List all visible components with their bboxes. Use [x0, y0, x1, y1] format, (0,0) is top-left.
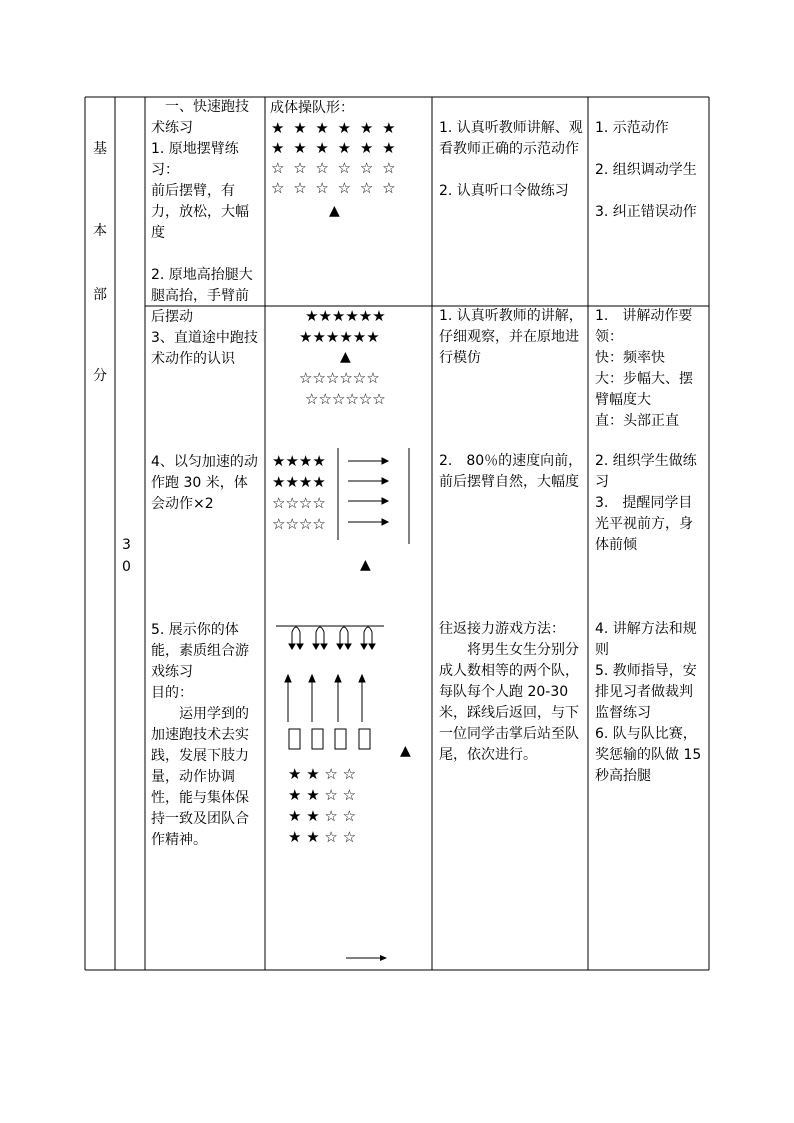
content-accelerate-30m: 4、以匀加速的动作跑 30 米，体会动作×2	[151, 454, 258, 512]
teacher-triangle-icon: ▲	[329, 203, 340, 219]
section-char: 分	[93, 368, 107, 384]
student-activity-4: 往返接力游戏方法： 将男生女生分别分成人数相等的两个队，每队每个人跑 20-30 米，踩线后返回，与下一位同学击掌后站至队尾，依次进行。	[439, 621, 579, 763]
formation-row: ★★★★	[272, 473, 326, 491]
content-straight-run: 3、直道途中跑技术动作的认识	[151, 330, 258, 367]
formation-row: ☆☆☆☆☆☆	[299, 369, 380, 387]
formation-row: ☆☆☆☆☆☆	[305, 390, 386, 408]
formation-row: ★★★★	[272, 452, 326, 470]
formation-label: 成体操队形：	[270, 100, 354, 116]
formation-row: ★ ★ ☆ ☆	[288, 828, 357, 846]
teacher-triangle-icon: ▲	[400, 743, 411, 759]
time-digit: 0	[122, 559, 131, 575]
section-char: 基	[93, 141, 107, 157]
relay-game-diagram	[272, 618, 392, 758]
teacher-triangle-icon: ▲	[340, 349, 351, 365]
formation-row: ★ ★ ★ ★ ★ ★	[271, 139, 398, 157]
content-relay-game: 5. 展示你的体能，素质组合游戏练习 目的： 运用学到的加速跑技术去实践，发展下肢力量，动作协调性，能与集体保持一致及团队合作精神。	[151, 622, 249, 848]
formation-row: ★ ★ ☆ ☆	[288, 765, 357, 783]
running-lanes-diagram	[330, 444, 420, 549]
formation-row: ☆ ☆ ☆ ☆ ☆ ☆	[271, 179, 398, 197]
formation-row: ☆☆☆☆	[272, 494, 326, 512]
section-char: 本	[93, 223, 107, 239]
content-fast-run-drills: 一、快速跑技术练习 1. 原地摆臂练习： 前后摆臂，有力，放松，大幅度 2. 原地高抬腿大腿高抬，手臂前后摆动	[151, 99, 253, 325]
teacher-activity-2: 1. 讲解动作要领： 快：频率快 大：步幅大、摆臂幅度大 直：头部正直	[595, 308, 693, 429]
teacher-activity-1: 1. 示范动作 2. 组织调动学生 3. 纠正错误动作	[595, 120, 697, 220]
teacher-activity-4: 4. 讲解方法和规则 5. 教师指导，安排见习者做裁判监督练习 6. 队与队比赛，奖惩输的队做 15 秒高抬腿	[595, 621, 702, 784]
student-activity-2: 1. 认真听教师的讲解，仔细观察，并在原地进行模仿	[439, 308, 583, 366]
formation-row: ★ ★ ☆ ☆	[288, 786, 357, 804]
formation-row: ★ ★ ☆ ☆	[288, 807, 357, 825]
formation-row: ★ ★ ★ ★ ★ ★	[271, 119, 398, 137]
section-char: 部	[93, 287, 107, 303]
teacher-triangle-icon: ▲	[360, 557, 371, 573]
student-activity-1: 1. 认真听教师讲解、观看教师正确的示范动作 2. 认真听口令做练习	[439, 120, 583, 199]
formation-row: ★★★★★★	[299, 328, 380, 346]
student-activity-3: 2. 80％的速度向前，前后摆臂自然，大幅度	[439, 453, 583, 490]
direction-arrow-icon	[344, 952, 390, 964]
formation-row: ☆☆☆☆	[272, 515, 326, 533]
teacher-activity-3: 2. 组织学生做练习 3. 提醒同学目光平视前方，身体前倾	[595, 453, 697, 553]
formation-row: ★★★★★★	[305, 307, 386, 325]
time-digit: 3	[122, 537, 131, 553]
formation-row: ☆ ☆ ☆ ☆ ☆ ☆	[271, 159, 398, 177]
